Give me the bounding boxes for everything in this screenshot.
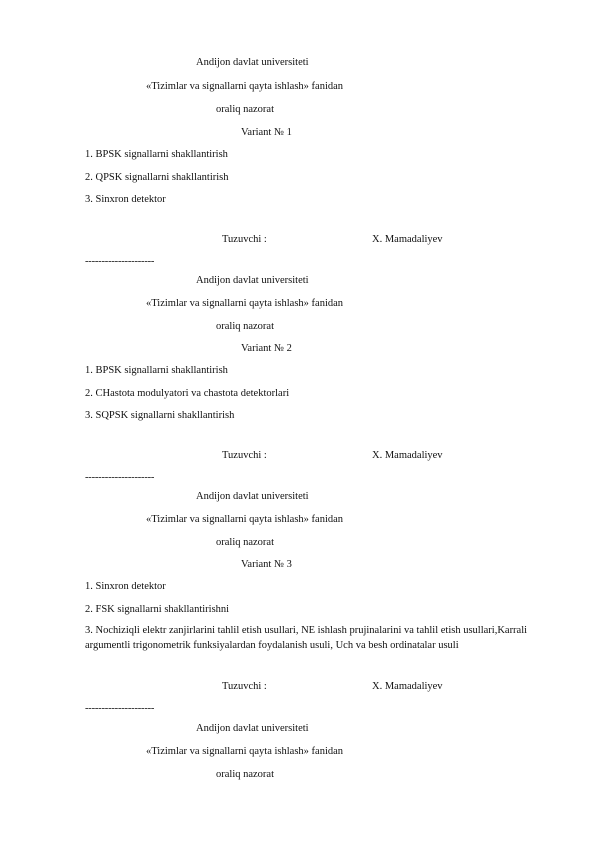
compiler-label: Tuzuvchi : bbox=[222, 450, 267, 461]
exam-type: oraliq nazorat bbox=[216, 769, 275, 780]
question-item: 3. SQPSK signallarni shakllantirish bbox=[85, 410, 235, 421]
question-item: 2. FSK signallarni shakllantirishni bbox=[85, 604, 230, 615]
compiler-name: X. Mamadaliyev bbox=[372, 450, 443, 461]
subject-title: «Tizimlar va signallarni qayta ishlash» fanidan bbox=[146, 514, 344, 525]
question-item: 2. CHastota modulyatori va chastota detektorlari bbox=[85, 388, 290, 399]
question-item: 2. QPSK signallarni shakllantirish bbox=[85, 172, 229, 183]
subject-title: «Tizimlar va signallarni qayta ishlash» fanidan bbox=[146, 81, 344, 92]
question-item: 3. Nochiziqli elektr zanjirlarini tahlil etish usullari, NE ishlash prujinalarini va tahlil etish usullari,Karrali argumentli trigonometrik funksiyalardan foydalanish usuli, Uch va besh ordinatalar usuli bbox=[85, 625, 528, 651]
compiler-name: X. Mamadaliyev bbox=[372, 681, 443, 692]
university-name: Andijon davlat universiteti bbox=[196, 491, 309, 502]
variant-title: Variant № 1 bbox=[241, 127, 292, 138]
compiler-label: Tuzuvchi : bbox=[222, 681, 267, 692]
compiler-label: Tuzuvchi : bbox=[222, 234, 267, 245]
variant-title: Variant № 2 bbox=[241, 343, 292, 354]
exam-type: oraliq nazorat bbox=[216, 321, 275, 332]
section-separator: --------------------- bbox=[85, 472, 155, 483]
subject-title: «Tizimlar va signallarni qayta ishlash» fanidan bbox=[146, 298, 344, 309]
exam-type: oraliq nazorat bbox=[216, 104, 275, 115]
question-item: 1. Sinxron detektor bbox=[85, 581, 166, 592]
compiler-name: X. Mamadaliyev bbox=[372, 234, 443, 245]
subject-title: «Tizimlar va signallarni qayta ishlash» fanidan bbox=[146, 746, 344, 757]
university-name: Andijon davlat universiteti bbox=[196, 57, 309, 68]
variant-title: Variant № 3 bbox=[241, 559, 292, 570]
exam-type: oraliq nazorat bbox=[216, 537, 275, 548]
question-item: 3. Sinxron detektor bbox=[85, 194, 166, 205]
university-name: Andijon davlat universiteti bbox=[196, 723, 309, 734]
question-item: 1. BPSK signallarni shakllantirish bbox=[85, 149, 228, 160]
university-name: Andijon davlat universiteti bbox=[196, 275, 309, 286]
question-item: 1. BPSK signallarni shakllantirish bbox=[85, 365, 228, 376]
section-separator: --------------------- bbox=[85, 703, 155, 714]
section-separator: --------------------- bbox=[85, 256, 155, 267]
